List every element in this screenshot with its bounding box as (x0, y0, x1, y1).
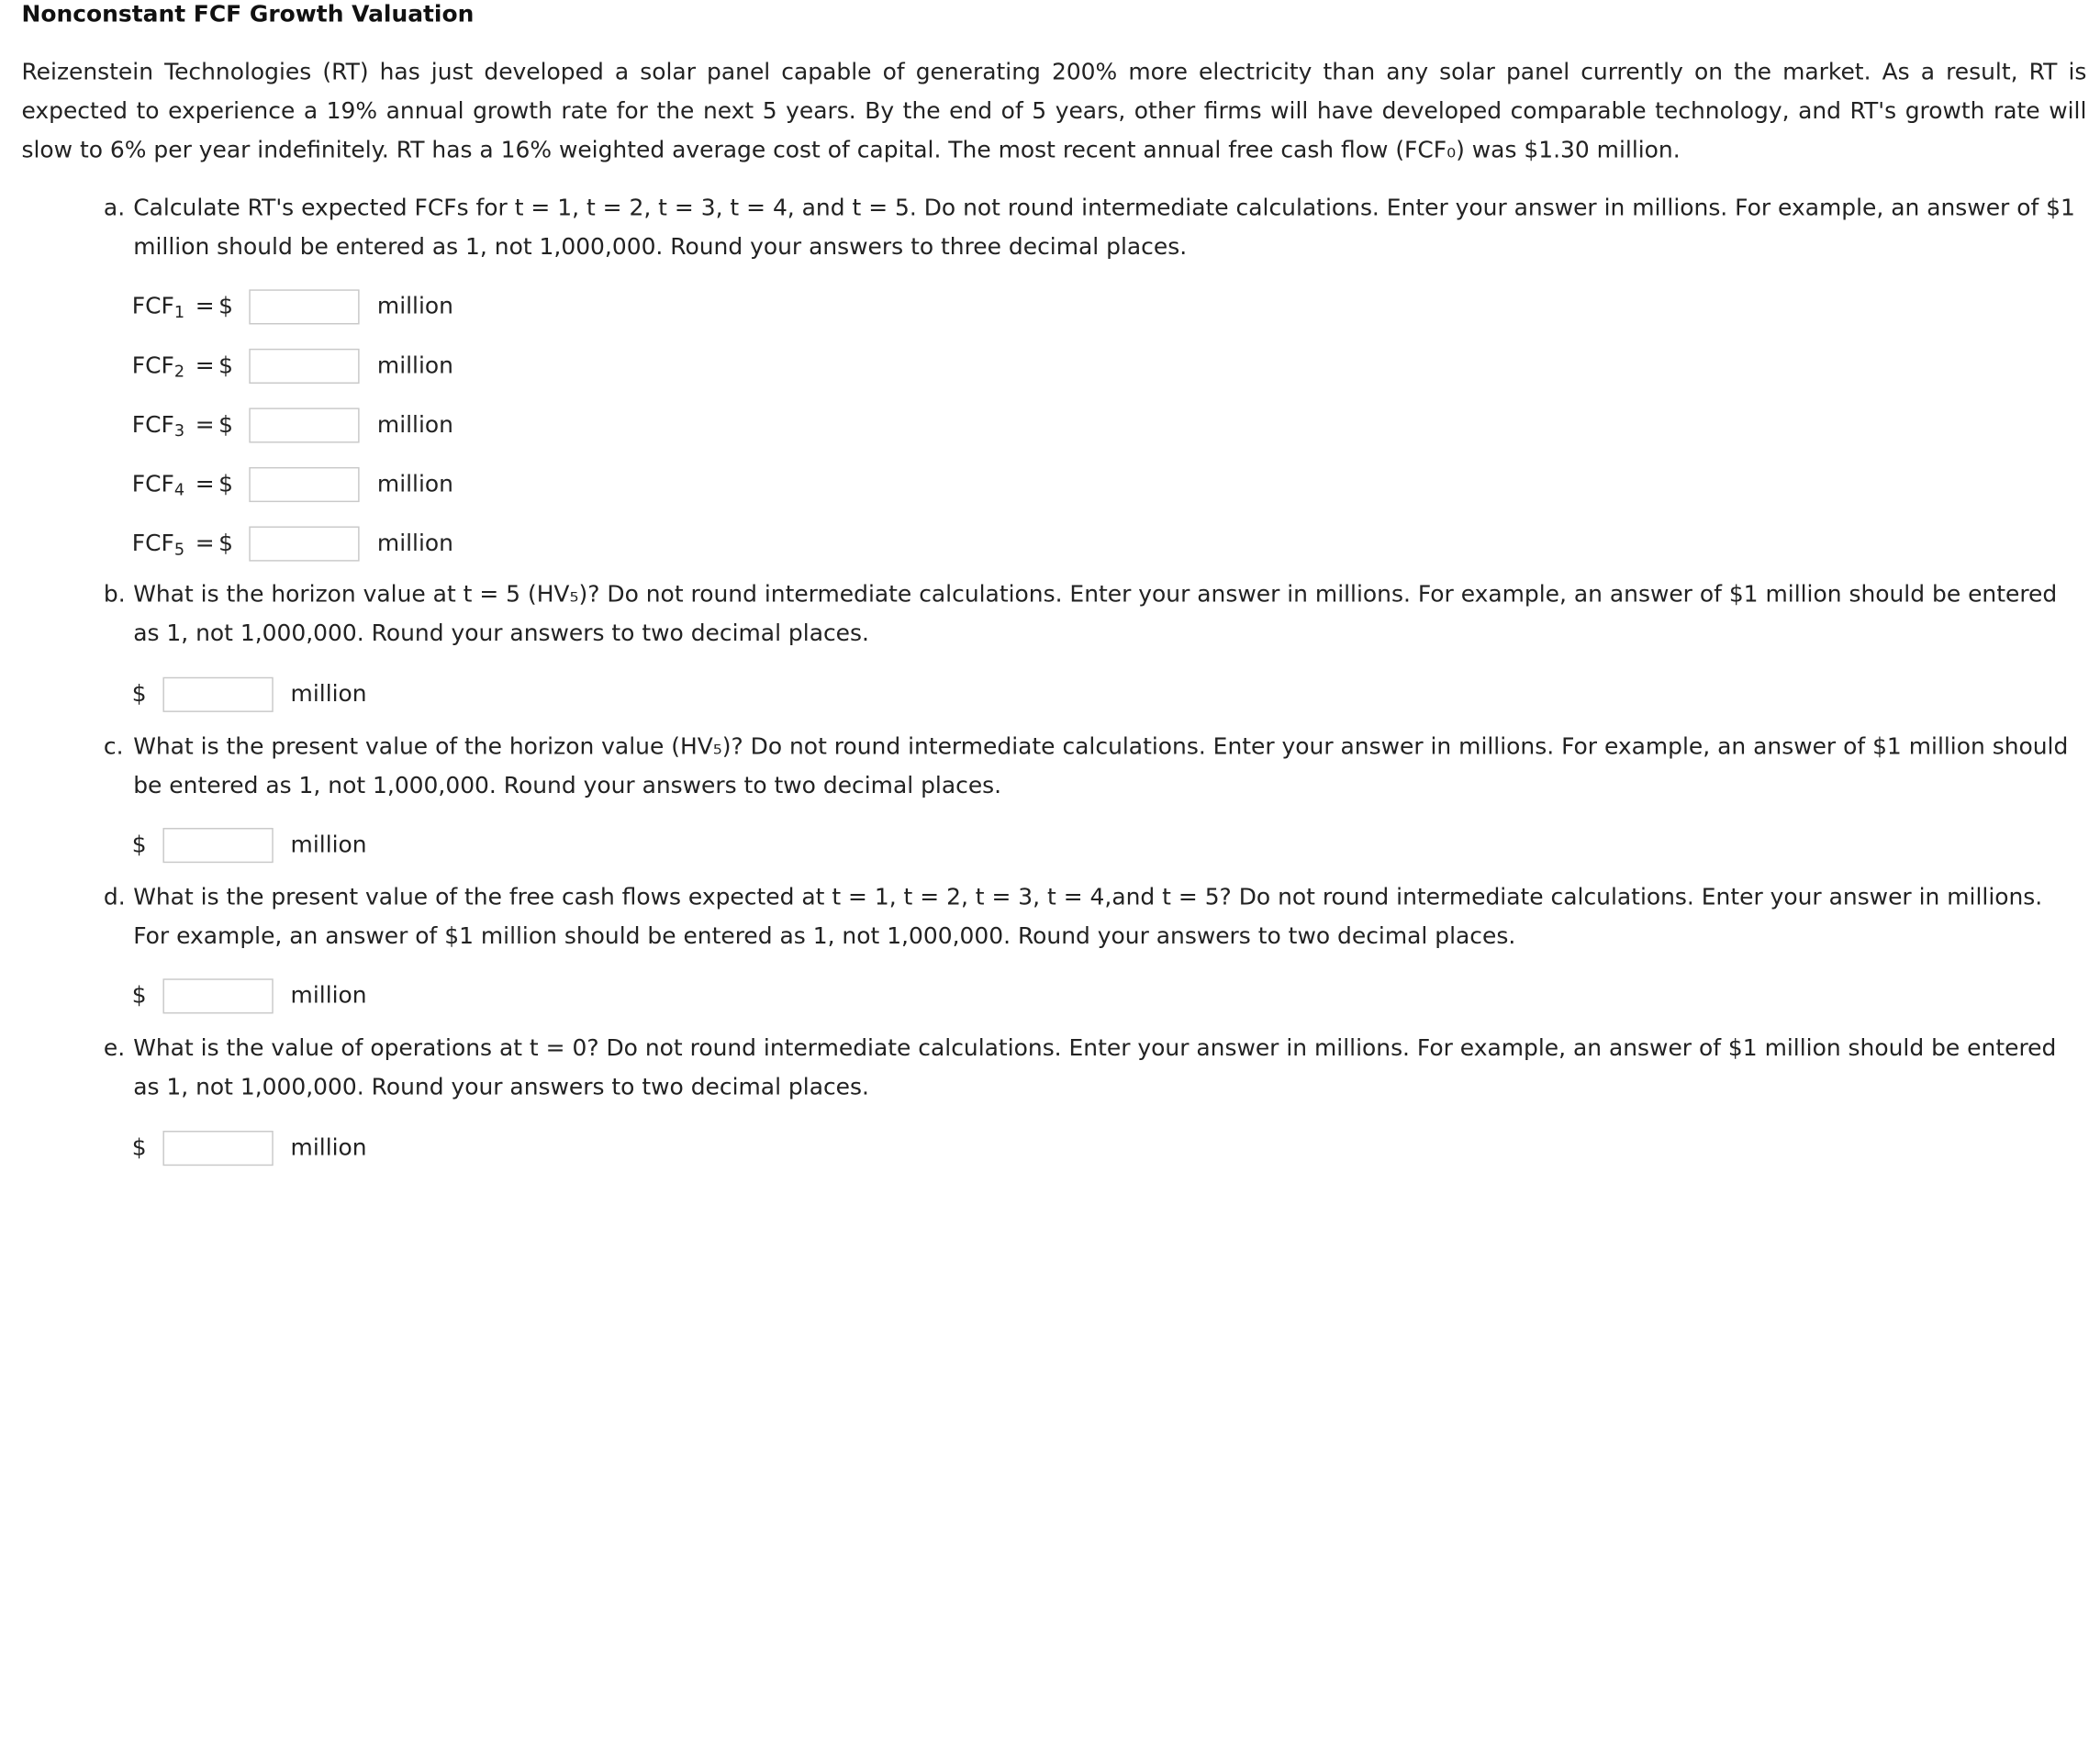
unit-label: million (290, 982, 367, 1010)
fcf4-input[interactable] (250, 467, 360, 502)
pv-horizon-row (132, 828, 367, 863)
unit-label: million (290, 1134, 367, 1162)
unit-label: million (376, 530, 453, 558)
dollar-sign: $ (131, 832, 147, 859)
question-text: What is the present value of the horizon value (HV₅)? Do not round intermediate calculations. Enter your answer in millions. For example, an answer of $1 million should be entered as 1, not 1,000,000. Round your answers to two decimal places. (133, 733, 2069, 800)
dollar-sign: $ (218, 530, 233, 558)
dollar-sign: $ (218, 293, 233, 321)
fcf5-input[interactable] (250, 526, 360, 561)
question-text: Calculate RT's expected FCFs for t = 1, t = 2, t = 3, t = 4, and t = 5. Do not round intermediate calculations. Enter your answer in millions. For example, an answer of $1 million should be entered as 1, not 1,000,000. Round your answers to three decimal places. (133, 195, 2075, 262)
unit-label: million (290, 681, 367, 709)
fcf1-row (132, 289, 453, 324)
unit-label: million (290, 832, 367, 859)
pv-fcf-input[interactable] (162, 978, 273, 1013)
unit-label: million (376, 471, 453, 498)
dollar-sign: $ (218, 471, 233, 498)
question-text: What is the present value of the free cash flows expected at t = 1, t = 2, t = 3, t = 4,and t = 5? Do not round intermediate calculations. Enter your answer in millions. For example, an answer of $1 million should be entered as 1, not 1,000,000. Round your answers to two decimal places. (133, 884, 2043, 951)
fcf5-label: $FCF_5$ (131, 530, 185, 559)
question-letter: d. (103, 884, 126, 911)
dollar-sign: $ (131, 681, 147, 709)
fcf1-label: $FCF_1$ (131, 293, 185, 322)
question-letter: e. (103, 1034, 126, 1063)
dollar-sign: $ (218, 411, 233, 440)
equals-sign: = (195, 471, 215, 498)
dollar-sign: $ (218, 352, 233, 380)
question-text: What is the value of operations at t = 0? Do not round intermediate calculations. Enter your answer in millions. For example, an answer of $1 million should be entered as 1, not 1,000,000. Round your answers to two decimal places. (133, 1034, 2057, 1101)
problem-statement: Reizenstein Technologies (RT) has just developed a solar panel capable of generating 200% more electricity than any solar panel currently on the market. As a result, RT is expected to experience a 19% annual growth rate for the next 5 years. By the end of 5 years, other firms will have developed comparable technology, and RT's growth rate will slow to 6% per year indefinitely. RT has a 16% weighted average cost of capital. The most recent annual free cash flow (FCF₀) was $1.30 million. (21, 59, 2087, 164)
question-text: What is the horizon value at t = 5 (HV₅)? Do not round intermediate calculations. Enter your answer in millions. For example, an answer of $1 million should be entered as 1, not 1,000,000. Round your answers to two decimal places. (133, 581, 2058, 648)
fcf1-input[interactable] (250, 289, 360, 324)
fcf2-row (132, 349, 453, 384)
unit-label: million (376, 352, 453, 380)
question-c (104, 728, 2083, 806)
fcf4-label: $FCF_4$ (131, 471, 185, 500)
value-operations-row (132, 1131, 367, 1166)
question-letter: b. (103, 581, 126, 609)
horizon-value-input[interactable] (162, 677, 273, 712)
question-letter: a. (103, 195, 126, 223)
question-letter: c. (103, 733, 124, 761)
question-a (104, 190, 2083, 268)
unit-label: million (376, 411, 453, 440)
unit-label: million (376, 293, 453, 321)
dollar-sign: $ (131, 982, 147, 1010)
fcf2-label: $FCF_2$ (131, 352, 185, 382)
fcf3-input[interactable] (250, 408, 360, 442)
question-e (104, 1030, 2083, 1108)
fcf2-input[interactable] (250, 349, 360, 384)
equals-sign: = (195, 411, 215, 440)
question-d (104, 879, 2083, 957)
equals-sign: = (195, 530, 215, 558)
horizon-value-row (132, 677, 367, 712)
question-b (104, 576, 2083, 654)
equals-sign: = (195, 352, 215, 380)
fcf4-row (132, 467, 453, 502)
value-operations-input[interactable] (162, 1131, 273, 1166)
fcf5-row (132, 526, 453, 561)
fcf3-row (132, 408, 453, 442)
pv-fcf-row (132, 978, 367, 1013)
page-title: Nonconstant FCF Growth Valuation (21, 1, 475, 28)
equals-sign: = (195, 293, 215, 321)
pv-horizon-input[interactable] (162, 828, 273, 863)
fcf3-label: $FCF_3$ (131, 411, 185, 441)
dollar-sign: $ (131, 1134, 147, 1162)
